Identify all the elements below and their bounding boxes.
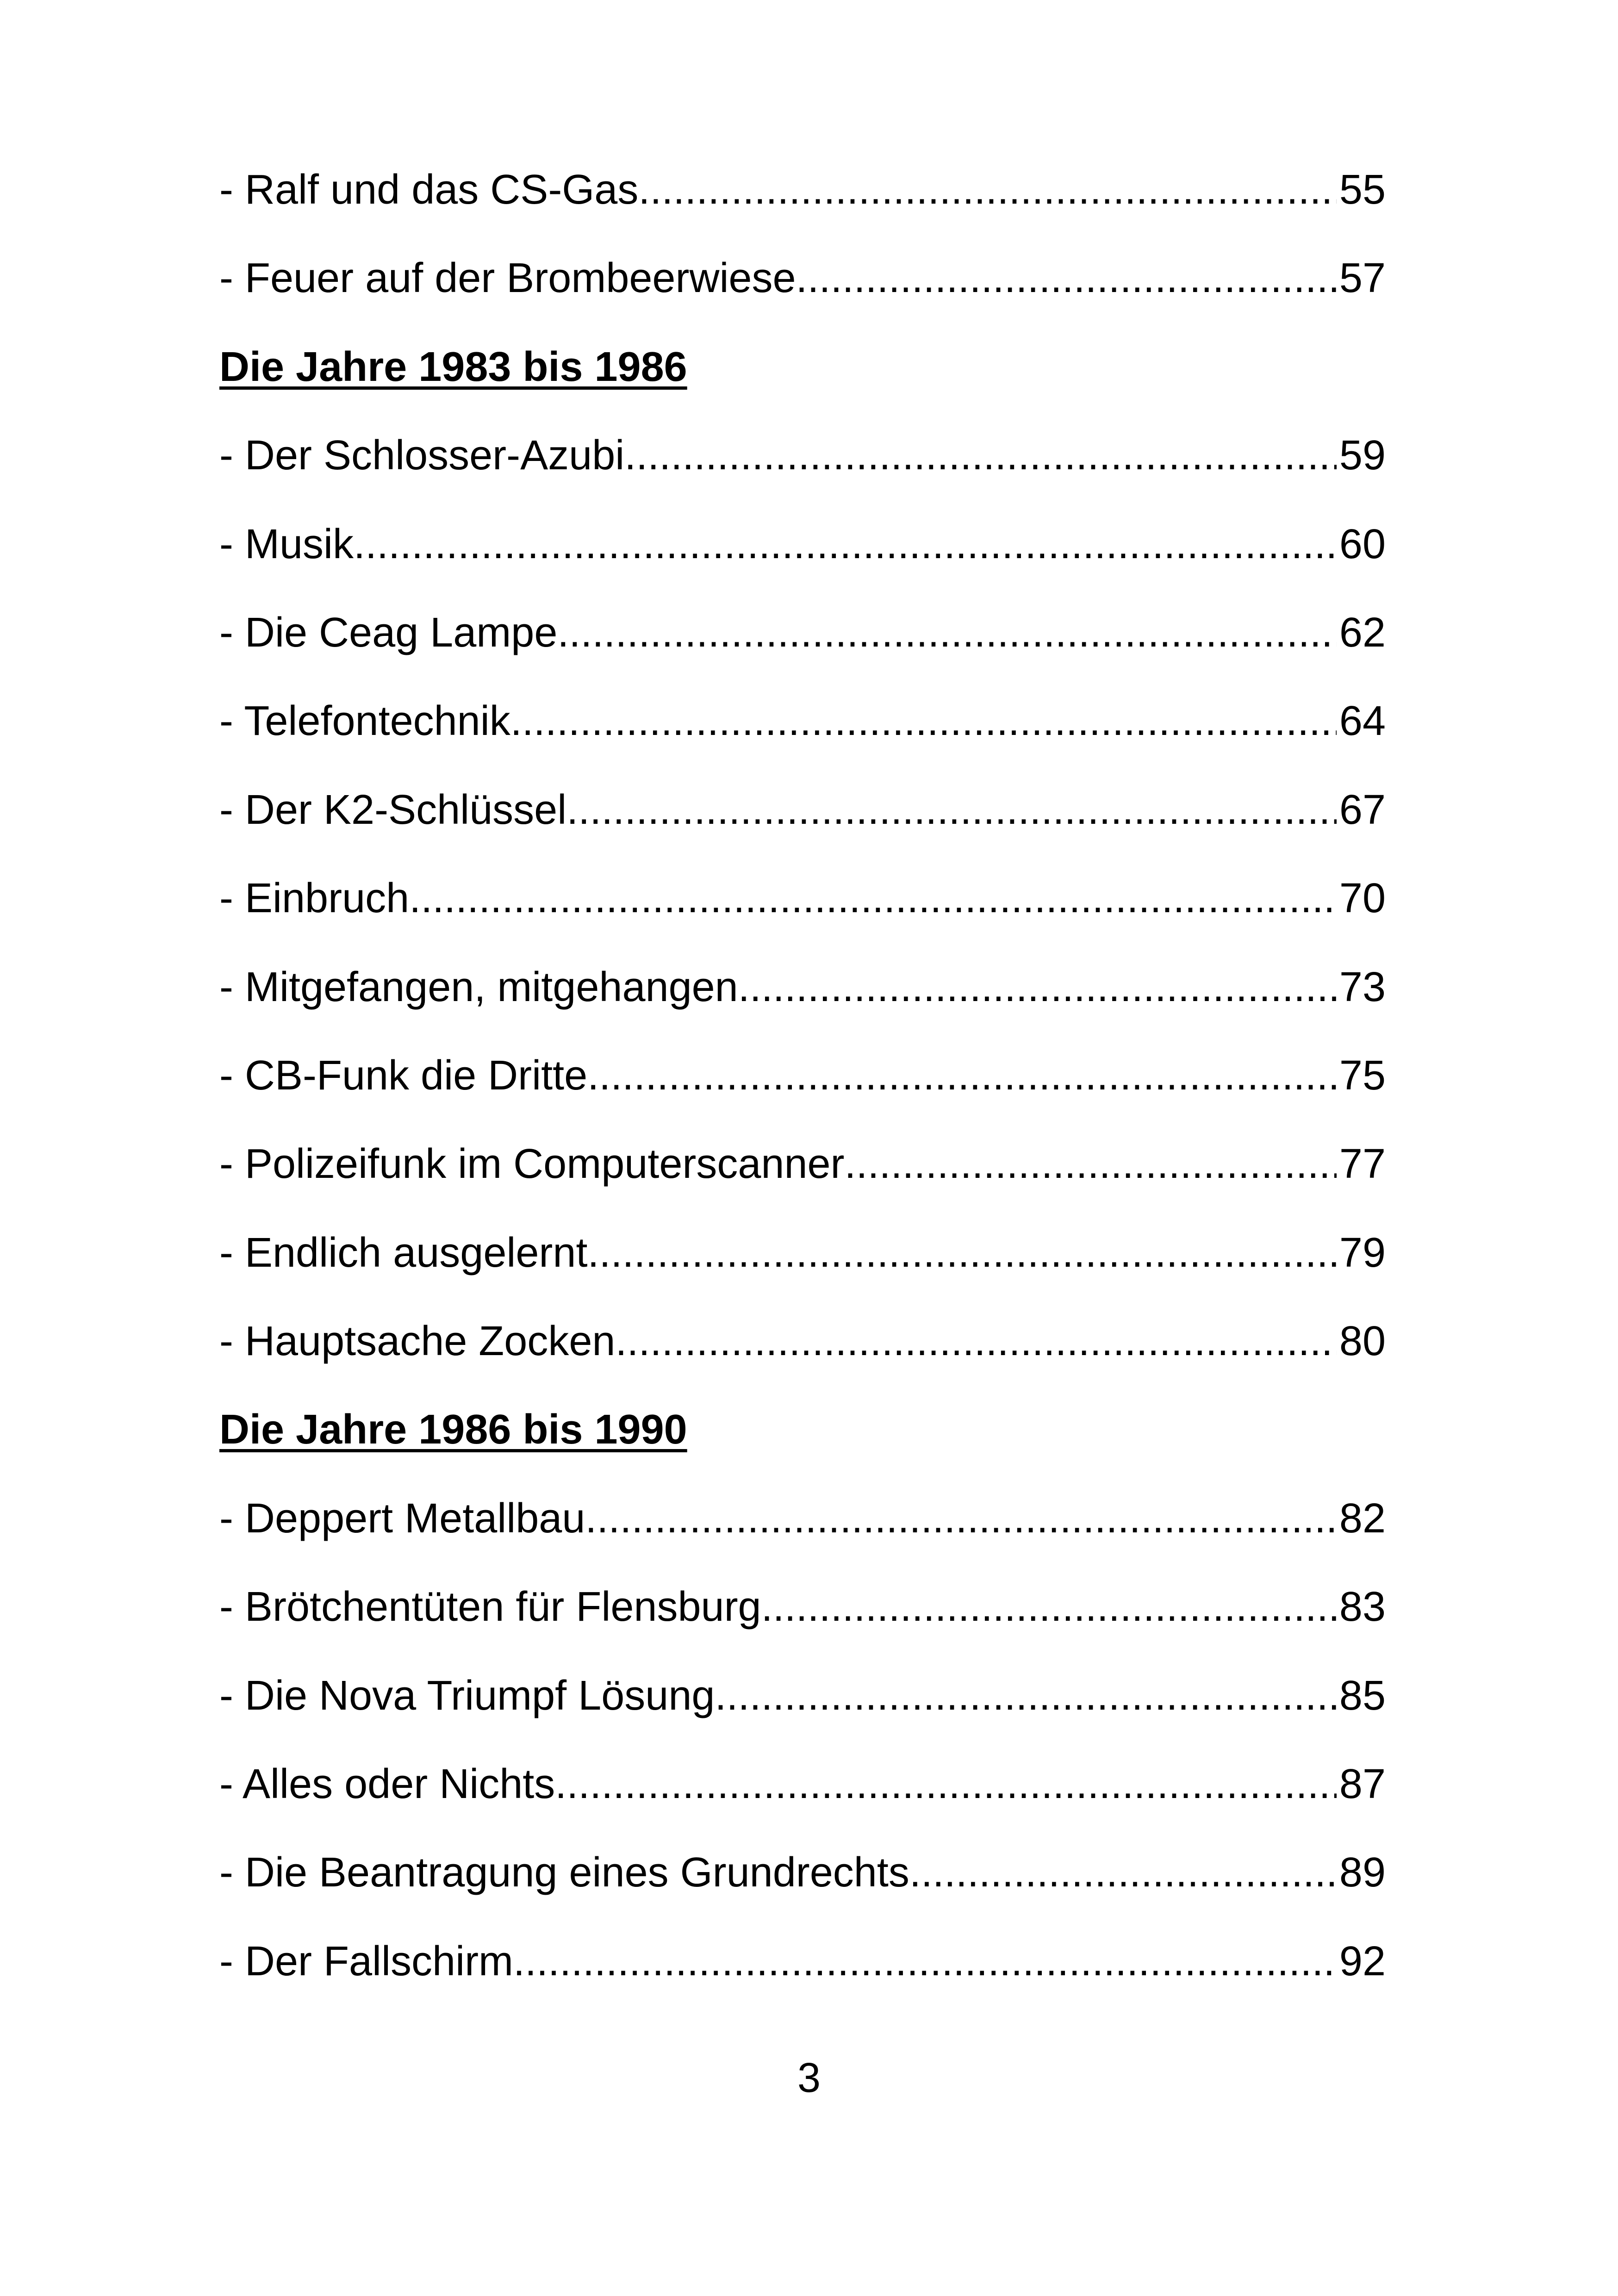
toc-entry xyxy=(219,1934,1386,2022)
toc-entry-page: 89 xyxy=(1339,1849,1386,1896)
section-heading xyxy=(219,339,1386,428)
toc-entry-page: 62 xyxy=(1339,609,1386,656)
toc-entry-title: - Einbruch xyxy=(219,875,410,922)
section-title: Die Jahre 1983 bis 1986 xyxy=(219,343,687,390)
toc-entry xyxy=(219,1491,1386,1579)
toc-entry-line xyxy=(219,1756,1386,1808)
dot-leader xyxy=(566,789,1337,831)
toc-entry-title: - Der Schlosser-Azubi xyxy=(219,432,625,479)
toc-entry xyxy=(219,1225,1386,1313)
toc-entry xyxy=(219,693,1386,782)
toc-entry-page: 59 xyxy=(1339,432,1386,479)
toc-entry-page: 70 xyxy=(1339,875,1386,922)
toc-entry-line xyxy=(219,1845,1386,1896)
toc-entry-page: 87 xyxy=(1339,1761,1386,1808)
toc-entry xyxy=(219,1756,1386,1845)
toc-entry-page: 60 xyxy=(1339,521,1386,567)
toc-entry xyxy=(219,162,1386,250)
toc-entry-title: - Telefontechnik xyxy=(219,698,510,745)
toc-entry xyxy=(219,516,1386,605)
toc-entry-title: - Die Beantragung eines Grundrechts xyxy=(219,1849,909,1896)
toc-entry xyxy=(219,1668,1386,1756)
toc-entry xyxy=(219,782,1386,871)
table-of-contents xyxy=(219,162,1386,2022)
toc-entry-line xyxy=(219,1491,1386,1542)
toc-entry-page: 55 xyxy=(1339,167,1386,213)
dot-leader xyxy=(624,435,1337,476)
toc-entry-page: 73 xyxy=(1339,964,1386,1010)
toc-entry-line xyxy=(219,162,1386,211)
toc-entry-line xyxy=(219,871,1386,922)
dot-leader xyxy=(585,1498,1336,1539)
toc-entry-page: 82 xyxy=(1339,1495,1386,1542)
toc-entry xyxy=(219,959,1386,1048)
dot-leader xyxy=(845,1143,1337,1185)
page-number: 3 xyxy=(797,2055,821,2101)
toc-entry-title: - Ralf und das CS-Gas xyxy=(219,167,639,213)
toc-entry xyxy=(219,871,1386,959)
toc-entry-title: - Brötchentüten für Flensburg xyxy=(219,1584,761,1630)
toc-entry-title: - Mitgefangen, mitgehangen xyxy=(219,964,738,1010)
section-title: Die Jahre 1986 bis 1990 xyxy=(219,1406,687,1453)
toc-entry-page: 57 xyxy=(1339,255,1386,302)
dot-leader xyxy=(909,1852,1337,1893)
toc-entry xyxy=(219,428,1386,516)
toc-entry-title: - Der K2-Schlüssel xyxy=(219,786,567,833)
dot-leader xyxy=(510,700,1337,742)
toc-entry-page: 79 xyxy=(1339,1229,1386,1276)
toc-entry-title: - Musik xyxy=(219,521,354,567)
toc-entry xyxy=(219,1579,1386,1668)
dot-leader xyxy=(715,1675,1336,1717)
toc-entry-page: 67 xyxy=(1339,786,1386,833)
toc-entry-line xyxy=(219,693,1386,745)
toc-entry-title: - Die Nova Triumpf Lösung xyxy=(219,1672,715,1719)
toc-entry-page: 85 xyxy=(1339,1672,1386,1719)
toc-entry-line xyxy=(219,782,1386,831)
toc-entry-page: 92 xyxy=(1339,1938,1386,1985)
toc-entry-title: - Polizeifunk im Computerscanner xyxy=(219,1141,845,1188)
toc-entry-line xyxy=(219,250,1386,302)
toc-entry xyxy=(219,250,1386,339)
toc-entry-page: 75 xyxy=(1339,1052,1386,1099)
toc-entry-title: - Deppert Metallbau xyxy=(219,1495,585,1542)
dot-leader xyxy=(409,877,1337,919)
toc-entry-line xyxy=(219,959,1386,1008)
toc-entry xyxy=(219,1845,1386,1933)
toc-entry-line xyxy=(219,516,1386,565)
toc-entry xyxy=(219,1048,1386,1136)
dot-leader xyxy=(513,1941,1337,1982)
toc-entry-line xyxy=(219,1313,1386,1365)
dot-leader xyxy=(761,1586,1337,1628)
toc-entry-page: 83 xyxy=(1339,1584,1386,1630)
dot-leader xyxy=(587,1232,1336,1274)
toc-entry-title: - Alles oder Nichts xyxy=(219,1761,555,1808)
toc-entry-page: 77 xyxy=(1339,1141,1386,1188)
dot-leader xyxy=(738,966,1337,1008)
dot-leader xyxy=(587,1055,1337,1096)
toc-entry-line xyxy=(219,1934,1386,1985)
toc-entry-line xyxy=(219,1048,1386,1099)
toc-entry-page: 64 xyxy=(1339,698,1386,745)
toc-entry-line xyxy=(219,1579,1386,1628)
dot-leader xyxy=(557,612,1337,653)
dot-leader xyxy=(638,169,1337,211)
toc-entry-title: - Hauptsache Zocken xyxy=(219,1318,616,1365)
toc-entry-line xyxy=(219,605,1386,656)
toc-entry-title: - Der Fallschirm xyxy=(219,1938,514,1985)
toc-entry xyxy=(219,605,1386,693)
toc-entry-page: 80 xyxy=(1339,1318,1386,1365)
toc-entry-title: - Feuer auf der Brombeerwiese xyxy=(219,255,796,302)
toc-entry-line xyxy=(219,1136,1386,1188)
toc-entry-title: - CB-Funk die Dritte xyxy=(219,1052,588,1099)
section-heading xyxy=(219,1402,1386,1490)
toc-entry-line xyxy=(219,1225,1386,1274)
toc-entry xyxy=(219,1136,1386,1225)
dot-leader xyxy=(555,1763,1337,1805)
toc-entry-line xyxy=(219,1668,1386,1717)
toc-entry xyxy=(219,1313,1386,1402)
dot-leader xyxy=(615,1320,1336,1362)
dot-leader xyxy=(354,523,1337,565)
dot-leader xyxy=(796,257,1337,299)
toc-entry-title: - Endlich ausgelernt xyxy=(219,1229,588,1276)
toc-entry-title: - Die Ceag Lampe xyxy=(219,609,558,656)
toc-entry-line xyxy=(219,428,1386,479)
